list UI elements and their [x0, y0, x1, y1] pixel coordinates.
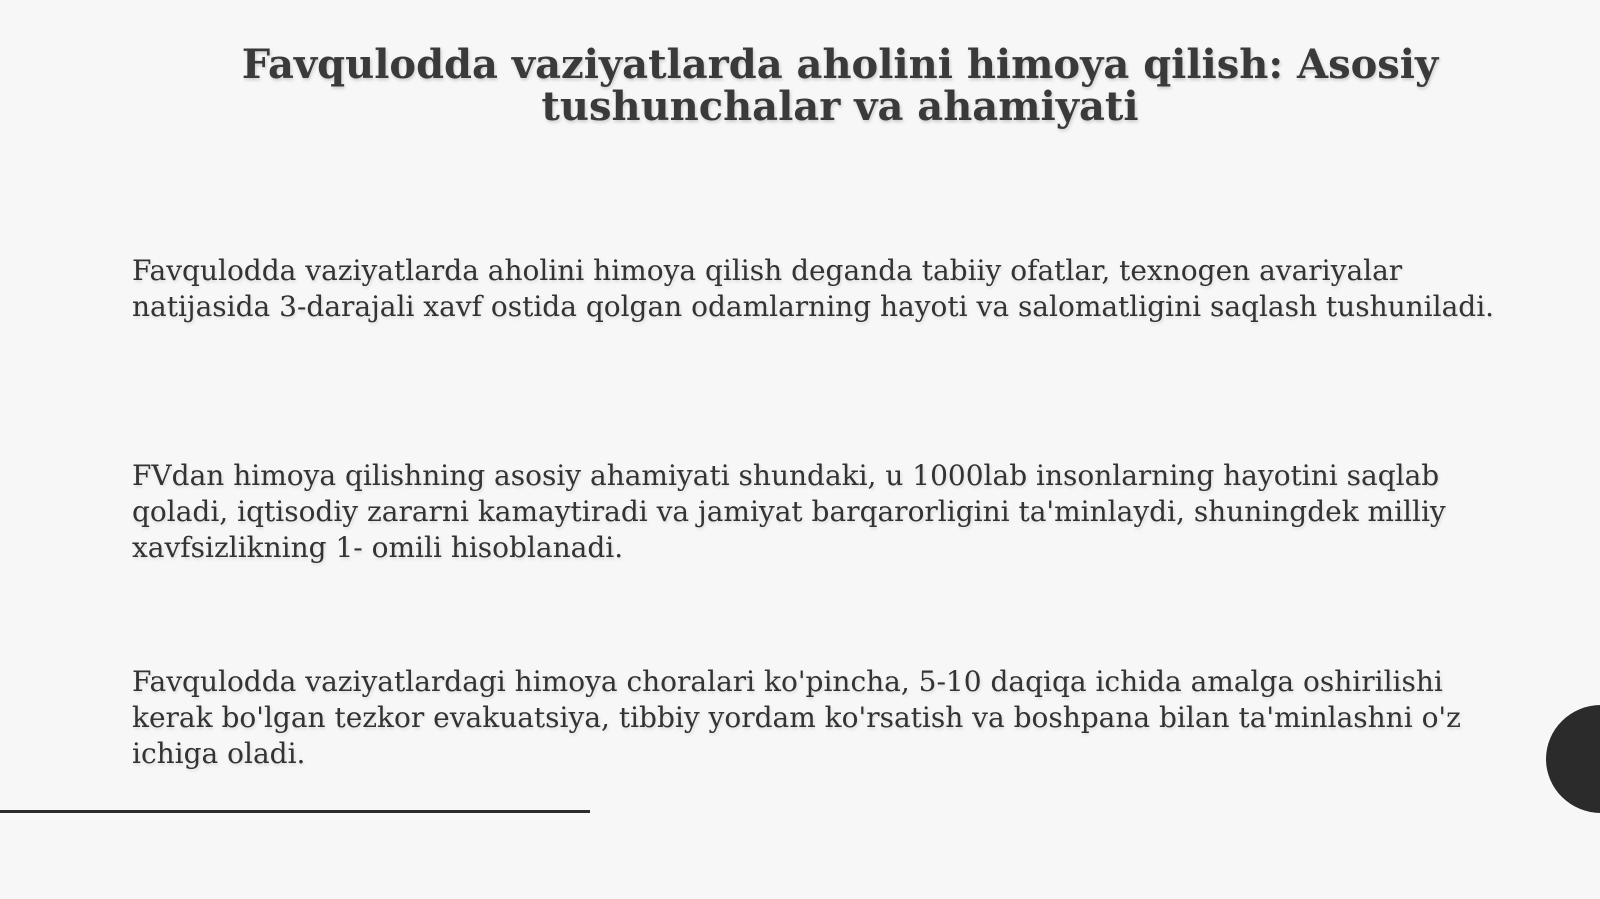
- paragraph-importance: FVdan himoya qilishning asosiy ahamiyati shundaki, u 1000lab insonlarning hayotini saqlab qoladi, iqtisodiy zararni kamaytiradi va jamiyat barqarorligini ta'minlaydi, shuningdek milliy xavfsizlikning 1- omili hisoblanadi.: [132, 459, 1446, 564]
- slide-title: Favqulodda vaziyatlarda aholini himoya qilish: Asosiy tushunchalar va ahamiyati: [241, 41, 1439, 130]
- decorative-half-circle: [1546, 705, 1600, 813]
- paragraph-measures: Favqulodda vaziyatlardagi himoya choralari ko'pincha, 5-10 daqiqa ichida amalga oshirilishi kerak bo'lgan tezkor evakuatsiya, tibbiy yordam ko'rsatish va boshpana bilan ta'minlashni o'z ichiga oladi.: [132, 665, 1461, 770]
- paragraph-definition: Favqulodda vaziyatlarda aholini himoya qilish deganda tabiiy ofatlar, texnogen avariyalar natijasida 3-darajali xavf ostida qolgan odamlarning hayoti va salomatligini saqlash tushuniladi.: [132, 254, 1495, 323]
- decorative-divider-line: [0, 810, 590, 813]
